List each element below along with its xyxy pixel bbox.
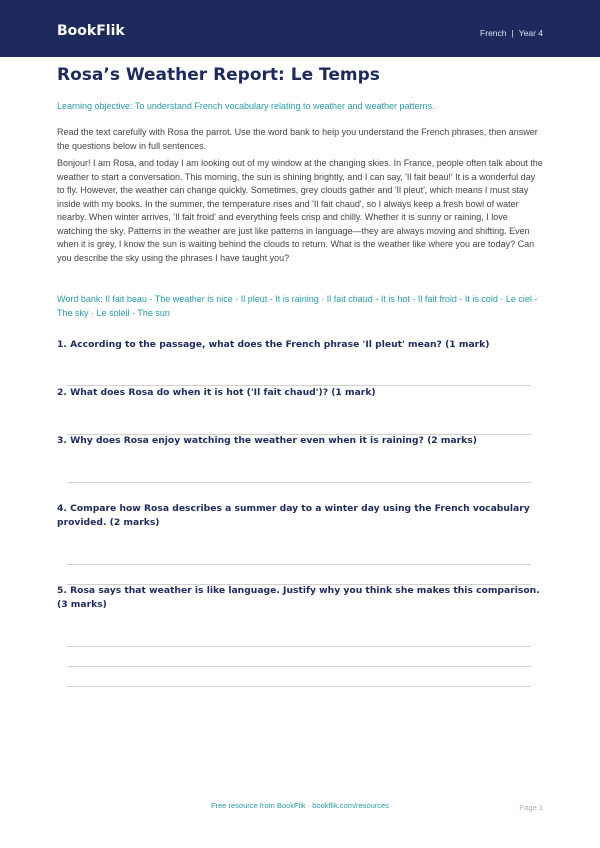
brand-logo[interactable]: BookFlik xyxy=(57,23,125,39)
question-1: 1. According to the passage, what does the French phrase 'Il pleut' mean? (1 mark) xyxy=(57,339,490,350)
answer-line[interactable] xyxy=(67,482,531,483)
question-3: 3. Why does Rosa enjoy watching the weather even when it is raining? (2 marks) xyxy=(57,435,477,446)
reading-passage: Bonjour! I am Rosa, and today I am looking out of my window at the changing skies. In France, people often talk about the weather to start a conversation. This morning, the sun is shining brightly, and I can say, 'Il fait beau!' It is a wonderful day to fly. However, the weather can change quickly. Sometimes, grey clouds gather and 'Il pleut', which means I must stay inside with my books. In the summer, the temperature rises and 'Il fait chaud', so I always keep a fresh bowl of water nearby. When winter arrives, 'Il fait froid' and everything feels crisp and chilly. Whether it is sunny or raining, I love watching the sky. Patterns in the weather are just like patterns in language—they are always moving and shifting. Even when it is grey, I know the sun is waiting behind the clouds to return. What is the weather like where you are today? Can you describe the sky using the phrases I have taught you? xyxy=(57,158,543,263)
answer-line[interactable] xyxy=(67,564,531,565)
page-number: Page 1 xyxy=(519,803,543,812)
header-bar xyxy=(0,0,600,57)
word-bank: Word bank: Il fait beau - The weather is nice · Il pleut - It is raining · Il fait chaud - It is hot · Il fait froid - It is cold · Le ciel - The sky · Le soleil - The sun xyxy=(57,294,538,318)
answer-line[interactable] xyxy=(67,646,531,647)
meta-separator: | xyxy=(511,28,514,38)
question-5: 5. Rosa says that weather is like language. Justify why you think she makes this comparison. (3 marks) xyxy=(57,585,540,610)
answer-line[interactable] xyxy=(67,666,531,667)
answer-line[interactable] xyxy=(67,686,531,687)
instructions: Read the text carefully with Rosa the parrot. Use the word bank to help you understand the French phrases, then answer the questions below in full sentences. xyxy=(57,127,538,151)
year-label: Year 4 xyxy=(518,28,543,38)
question-2: 2. What does Rosa do when it is hot ('Il fait chaud')? (1 mark) xyxy=(57,387,376,398)
page-title: Rosa’s Weather Report: Le Temps xyxy=(57,65,380,85)
header-meta xyxy=(480,28,543,38)
footer-credit[interactable]: Free resource from BookFlik · bookflik.com/resources xyxy=(211,801,389,810)
subject-label: French xyxy=(480,28,507,38)
learning-objective: Learning objective: To understand French vocabulary relating to weather and weather patterns. xyxy=(57,101,435,111)
question-4: 4. Compare how Rosa describes a summer day to a winter day using the French vocabulary provided. (2 marks) xyxy=(57,503,530,528)
